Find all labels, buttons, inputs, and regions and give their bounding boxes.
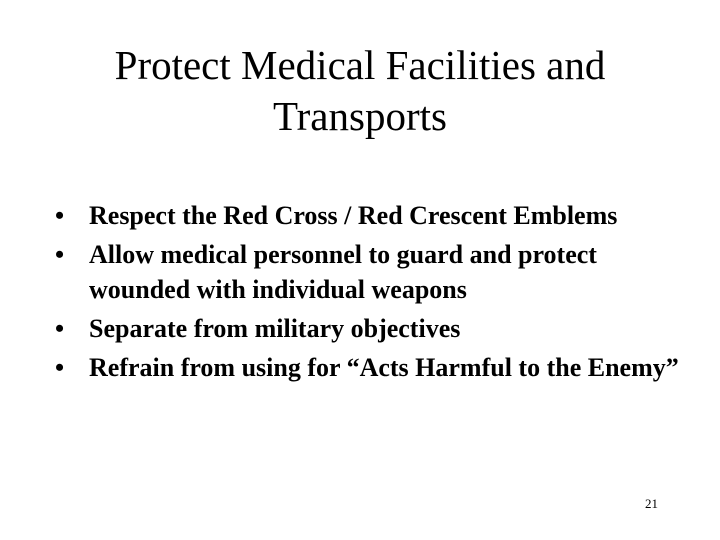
page-number: 21: [645, 496, 658, 511]
bullet-text: Respect the Red Cross / Red Crescent Emblems: [89, 201, 618, 230]
bullet-list: [52, 198, 692, 389]
slide-title: [40, 40, 680, 142]
bullet-text: Separate from military objectives: [89, 314, 461, 343]
bullet-item: [52, 237, 692, 307]
bullet-text: Allow medical personnel to guard and protect wounded with individual weapons: [89, 240, 597, 304]
slide-title-line-2: Transports: [273, 93, 447, 139]
bullet-dot-icon: •: [55, 353, 65, 382]
bullet-item: [52, 350, 692, 385]
bullet-dot-icon: •: [55, 240, 65, 269]
bullet-item: [52, 198, 692, 233]
slide-title-line-1: Protect Medical Facilities and: [114, 42, 606, 88]
bullet-dot-icon: •: [55, 314, 65, 343]
bullet-item: [52, 311, 692, 346]
bullet-text: Refrain from using for “Acts Harmful to the Enemy”: [89, 353, 679, 382]
bullet-dot-icon: •: [55, 201, 65, 230]
